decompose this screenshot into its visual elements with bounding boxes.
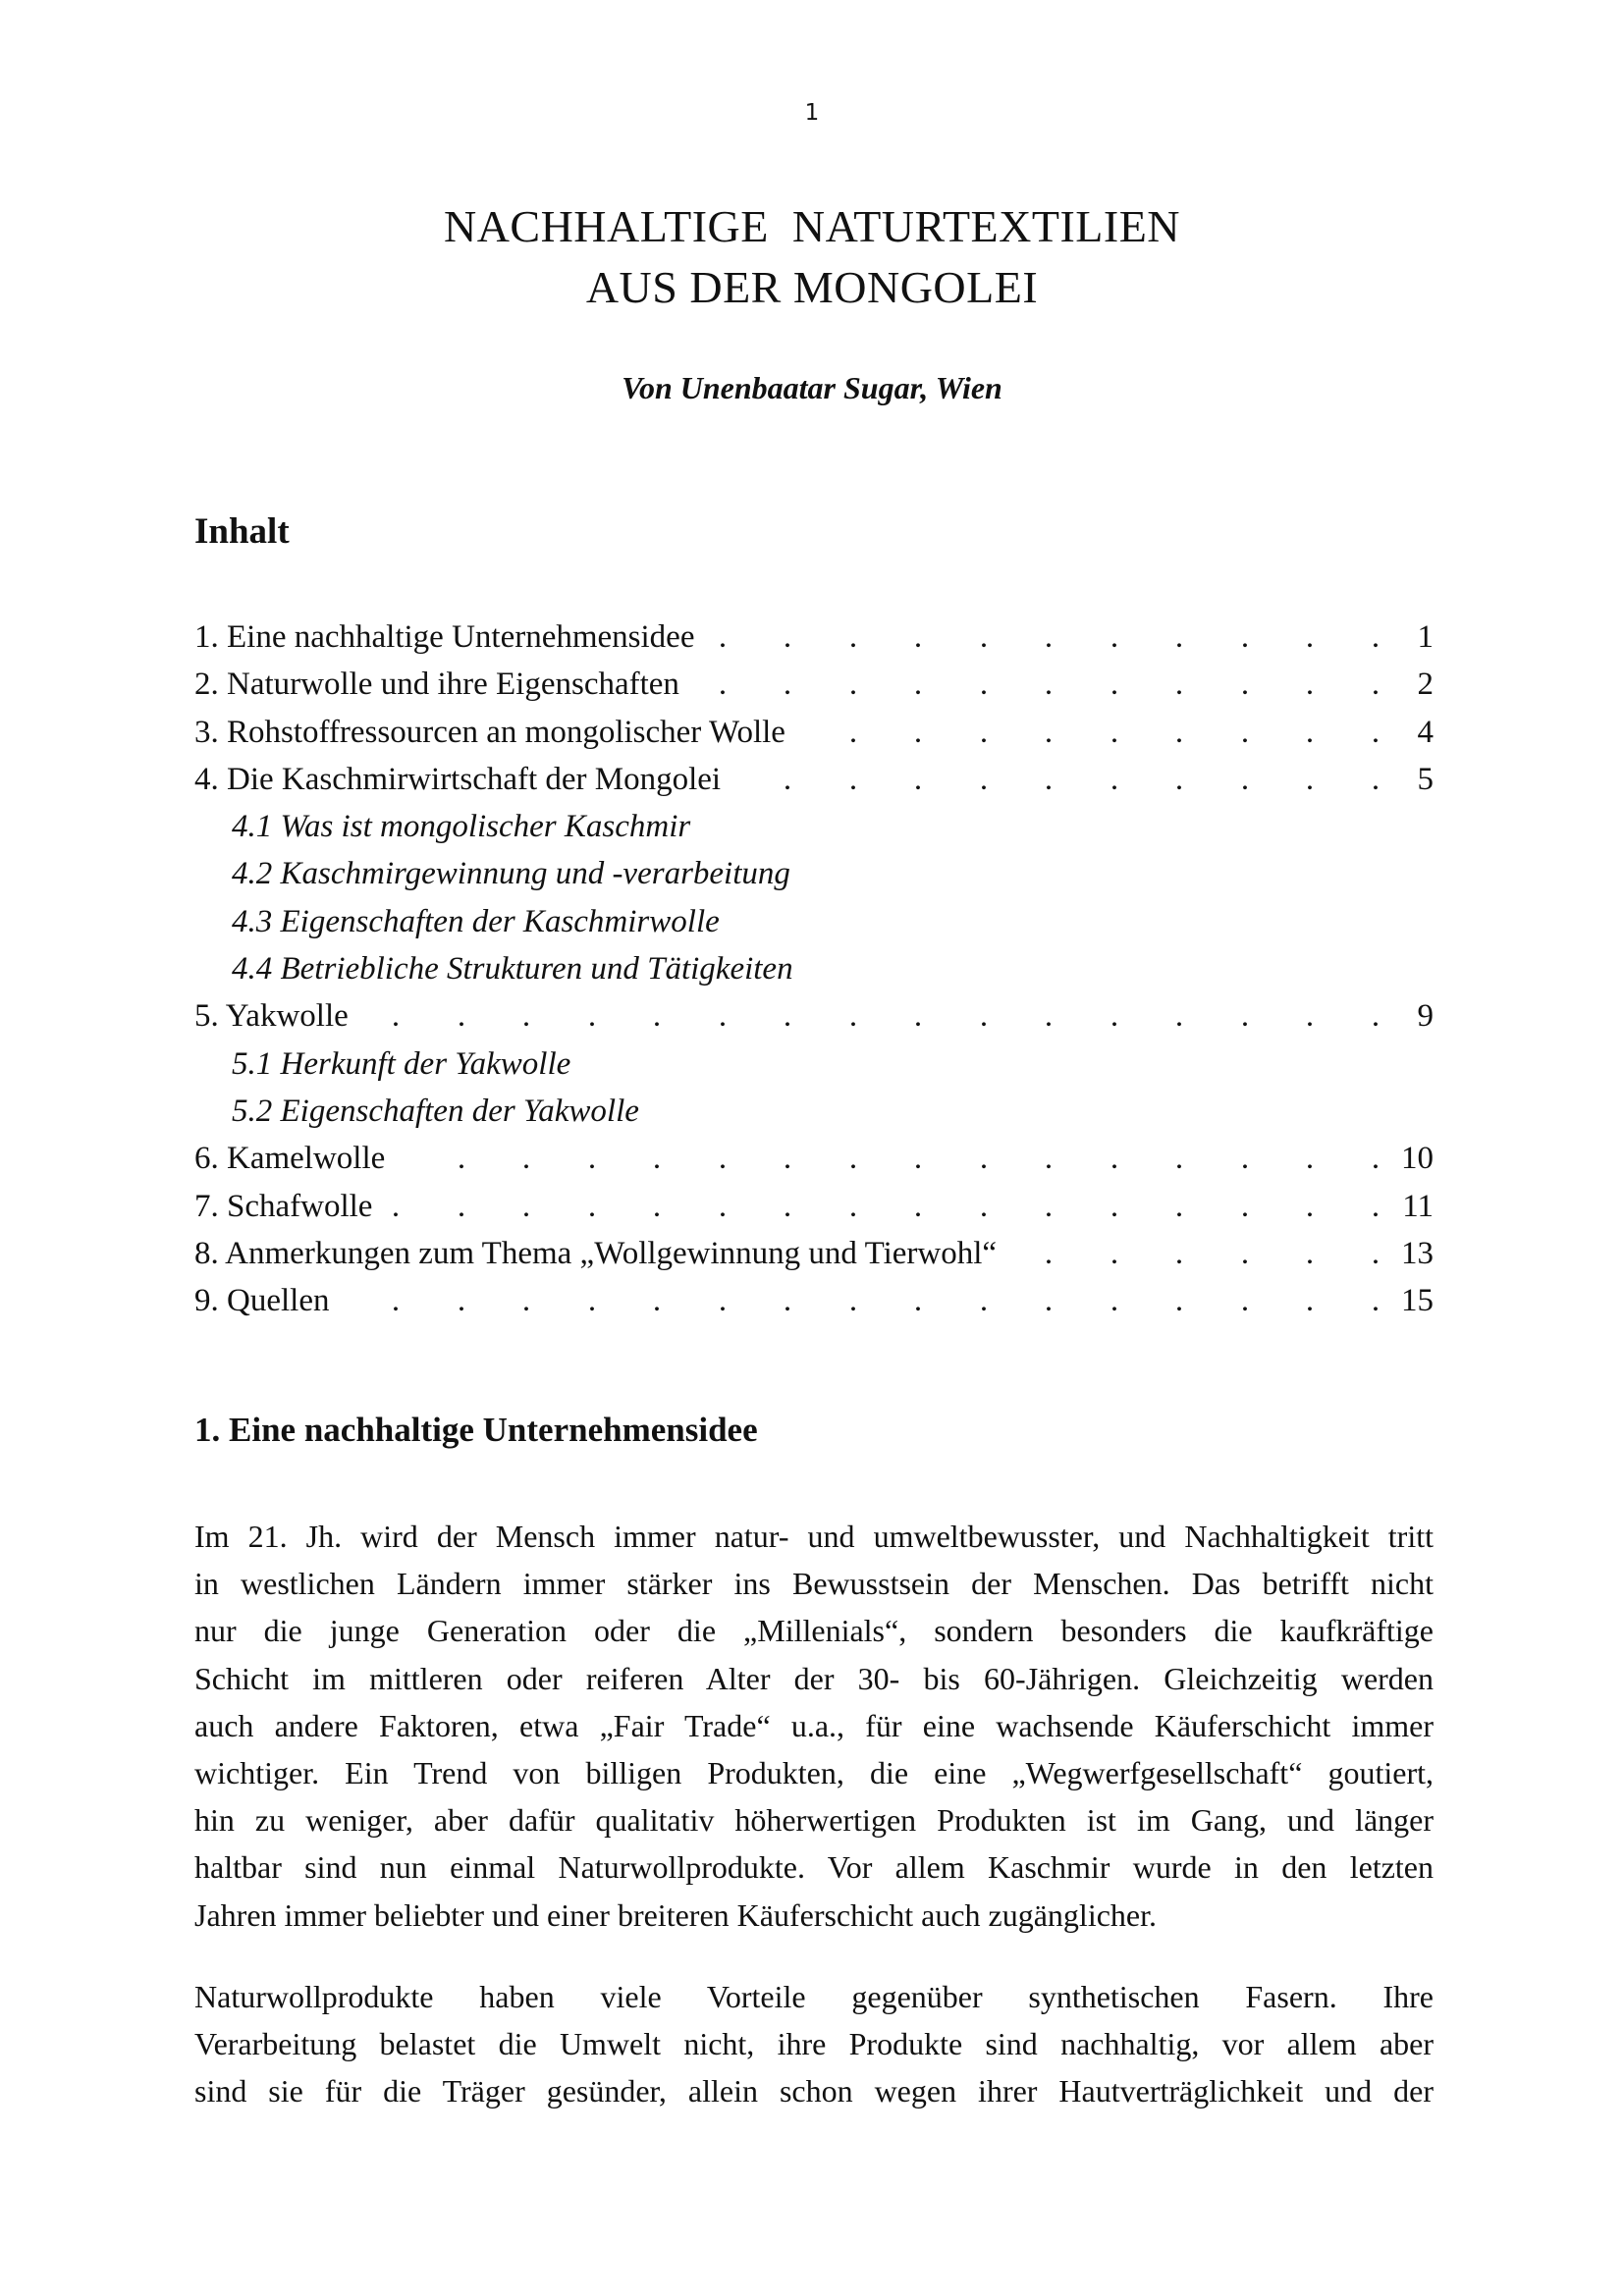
toc-subentry	[194, 1041, 1434, 1088]
paragraph-line	[194, 1749, 1434, 1796]
toc-entry	[194, 661, 1434, 708]
toc-entry	[194, 992, 1434, 1040]
paragraph-line	[194, 1702, 1434, 1749]
toc-entry-label: 8. Anmerkungen zum Thema „Wollgewinnung und Tierwohl“	[194, 1230, 1002, 1277]
paragraph-2	[194, 1973, 1434, 2115]
toc-entry-label: 5.1 Herkunft der Yakwolle	[194, 1041, 576, 1088]
paragraph-line-text: in westlichen Ländern immer stärker ins Bewusstsein der Menschen. Das betrifft nicht	[194, 1566, 1434, 1602]
toc-dot-leader: . . . . . . . . . . .	[718, 619, 1380, 655]
paragraph-line	[194, 2020, 1434, 2067]
toc-entry	[194, 709, 1434, 756]
toc-subentry	[194, 945, 1434, 992]
paragraph-line	[194, 1655, 1434, 1702]
paragraph-line	[194, 1796, 1434, 1843]
toc-subentry	[194, 898, 1434, 945]
paragraph-line	[194, 2067, 1434, 2114]
toc-entry-label: 4.3 Eigenschaften der Kaschmirwolle	[194, 898, 726, 945]
toc-entry-label: 3. Rohstoffressourcen an mongolischer Wolle	[194, 709, 791, 756]
paragraph-line	[194, 1892, 1434, 1939]
toc-dot-leader: . . . . . . . . . .	[783, 761, 1380, 797]
toc-page-number: 1	[1418, 614, 1435, 661]
paragraph-line-text: hin zu weniger, aber dafür qualitativ höherwertigen Produkten ist im Gang, und länger	[194, 1802, 1434, 1839]
toc-entry	[194, 756, 1434, 803]
paragraph-line	[194, 1607, 1434, 1654]
toc-entry-label: 9. Quellen	[194, 1277, 335, 1324]
toc-entry	[194, 1135, 1434, 1182]
toc-page-number: 15	[1401, 1277, 1434, 1324]
toc-dot-leader: . . . . . . . . .	[848, 714, 1380, 750]
toc-entry-label: 4. Die Kaschmirwirtschaft der Mongolei	[194, 756, 727, 803]
toc-entry-label: 4.1 Was ist mongolischer Kaschmir	[194, 803, 696, 850]
toc-subentry	[194, 803, 1434, 850]
toc-page-number: 5	[1418, 756, 1435, 803]
paragraph-line-text: nur die junge Generation oder die „Millenials“, sondern besonders die kaufkräftige	[194, 1613, 1434, 1649]
paragraph-line-text: haltbar sind nun einmal Naturwollprodukte. Vor allem Kaschmir wurde in den letzten	[194, 1849, 1434, 1886]
paragraph-line-text: auch andere Faktoren, etwa „Fair Trade“ u.a., für eine wachsende Käuferschicht immer	[194, 1707, 1434, 1743]
toc-entry-label: 1. Eine nachhaltige Unternehmensidee	[194, 614, 700, 661]
table-of-contents	[194, 614, 1434, 1324]
paragraph-line-text: Im 21. Jh. wird der Mensch immer natur- und umweltbewusster, und Nachhaltigkeit tritt	[194, 1519, 1434, 1554]
toc-entry-label: 5.2 Eigenschaften der Yakwolle	[194, 1088, 645, 1135]
paragraph-line	[194, 1973, 1434, 2020]
toc-dot-leader: . . . . . . . . . . . . . . . .	[391, 998, 1380, 1035]
toc-entry	[194, 1230, 1434, 1277]
paragraph-line-text: wichtiger. Ein Trend von billigen Produkten, die eine „Wegwerfgesellschaft“ goutiert,	[194, 1754, 1434, 1790]
paragraph-line-text: Jahren immer beliebter und einer breiteren Käuferschicht auch zugänglicher.	[194, 1896, 1157, 1933]
toc-entry-label: 4.4 Betriebliche Strukturen und Tätigkeiten	[194, 945, 799, 992]
toc-dot-leader: . . . . . . . . . . . . . . . .	[391, 1283, 1380, 1319]
toc-page-number: 9	[1418, 992, 1435, 1040]
toc-entry	[194, 614, 1434, 661]
paragraph-line-text: Verarbeitung belastet die Umwelt nicht, ihre Produkte sind nachhaltig, vor allem aber	[194, 2026, 1434, 2062]
paragraph-1	[194, 1513, 1434, 1939]
paragraph-line-text: Naturwollprodukte haben viele Vorteile gegenüber synthetischen Fasern. Ihre	[194, 1979, 1434, 2014]
toc-entry-label: 2. Naturwolle und ihre Eigenschaften	[194, 661, 685, 708]
toc-page-number: 4	[1418, 709, 1435, 756]
toc-page-number: 11	[1402, 1183, 1434, 1230]
document-title	[0, 196, 1624, 318]
toc-entry-label: 7. Schafwolle	[194, 1183, 378, 1230]
toc-entry	[194, 1183, 1434, 1230]
toc-entry	[194, 1277, 1434, 1324]
section-heading: 1. Eine nachhaltige Unternehmensidee	[194, 1411, 758, 1449]
page-number: 1	[804, 100, 820, 126]
toc-heading: Inhalt	[194, 511, 290, 552]
toc-entry-label: 4.2 Kaschmirgewinnung und -verarbeitung	[194, 850, 796, 897]
toc-dot-leader: . . . . . .	[1044, 1235, 1380, 1271]
toc-entry-label: 6. Kamelwolle	[194, 1135, 391, 1182]
title-line-1: NACHHALTIGE NATURTEXTILIEN	[443, 201, 1181, 251]
toc-dot-leader: . . . . . . . . . . . . . . .	[457, 1141, 1380, 1177]
toc-page-number: 10	[1401, 1135, 1434, 1182]
title-line-2: AUS DER MONGOLEI	[585, 262, 1039, 312]
paragraph-line	[194, 1513, 1434, 1560]
paragraph-line-text: sind sie für die Träger gesünder, allein schon wegen ihrer Hautverträglichkeit und der	[194, 2073, 1434, 2109]
toc-page-number: 13	[1401, 1230, 1434, 1277]
toc-dot-leader: . . . . . . . . . . . . . . . .	[391, 1188, 1380, 1224]
author-line: Von Unenbaatar Sugar, Wien	[622, 370, 1002, 405]
toc-page-number: 2	[1418, 661, 1435, 708]
paragraph-line	[194, 1843, 1434, 1891]
toc-dot-leader: . . . . . . . . . . .	[718, 667, 1380, 703]
toc-subentry	[194, 1088, 1434, 1135]
paragraph-line-text: Schicht im mittleren oder reiferen Alter der 30- bis 60-Jährigen. Gleichzeitig werden	[194, 1660, 1434, 1696]
toc-subentry	[194, 850, 1434, 897]
toc-entry-label: 5. Yakwolle	[194, 992, 354, 1040]
paragraph-line	[194, 1560, 1434, 1607]
